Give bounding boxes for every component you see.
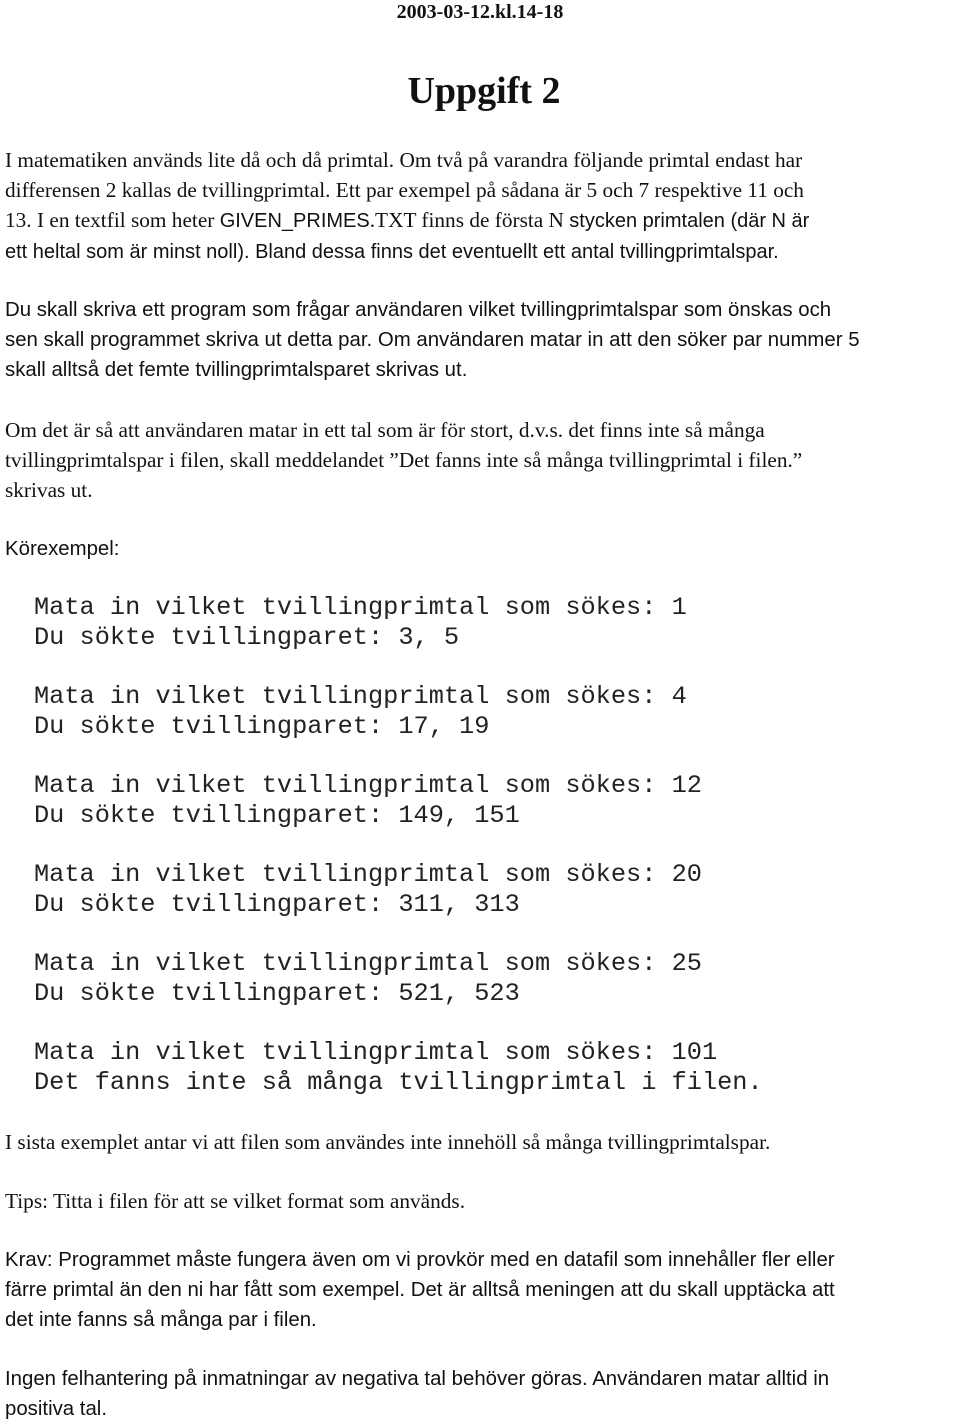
requirement-line-3: det inte fanns så många par i filen.: [5, 1309, 317, 1331]
example-prompt: Mata in vilket tvillingprimtal som sökes: 12: [34, 771, 702, 800]
intro-paragraph: [5, 145, 955, 267]
requirement-line-1: Krav: Programmet måste fungera även om vi provkör med en datafil som innehåller fler eller: [5, 1249, 835, 1271]
example-prompt: Mata in vilket tvillingprimtal som sökes: 4: [34, 682, 687, 711]
intro-line-1: I matematiken används lite då och då primtal. Om två på varandra följande primtal endast har: [5, 148, 803, 172]
example-result: Du sökte tvillingparet: 521, 523: [34, 978, 520, 1008]
error-rule-paragraph: [5, 415, 955, 505]
no-error-handling-line-2: positiva tal.: [5, 1398, 108, 1420]
error-rule-line-3: skrivas ut.: [5, 478, 93, 502]
run-example-2: [34, 682, 687, 741]
task-line-3: skall alltså det femte tvillingprimtalsparet skrivas ut.: [5, 359, 468, 381]
page-title: Uppgift 2: [407, 70, 561, 112]
task-paragraph: [5, 295, 955, 385]
intro-line-4: ett heltal som är minst noll). Bland dessa finns det eventuellt ett antal tvillingprimtalspar.: [5, 241, 779, 263]
example-result: Det fanns inte så många tvillingprimtal i filen.: [34, 1067, 763, 1097]
error-rule-line-1: Om det är så att användaren matar in ett tal som är för stort, d.v.s. det finns inte så många: [5, 418, 765, 442]
examples-heading: Körexempel:: [5, 538, 120, 560]
intro-line-3: 13. I en textfil som heter GIVEN_PRIMES.TXT finns de första N stycken primtalen (där N är: [5, 208, 810, 232]
example-result: Du sökte tvillingparet: 311, 313: [34, 889, 520, 919]
task-line-2: sen skall programmet skriva ut detta par. Om användaren matar in att den söker par nummer 5: [5, 329, 860, 351]
task-line-1: Du skall skriva ett program som frågar användaren vilket tvillingprimtalspar som önskas och: [5, 299, 832, 321]
run-example-5: [34, 949, 702, 1008]
example-prompt: Mata in vilket tvillingprimtal som sökes: 20: [34, 860, 702, 889]
example-result: Du sökte tvillingparet: 3, 5: [34, 622, 460, 652]
no-error-handling-line-1: Ingen felhantering på inmatningar av negativa tal behöver göras. Användaren matar alltid in: [5, 1368, 830, 1390]
run-example-6: [34, 1038, 763, 1097]
last-example-note: I sista exemplet antar vi att filen som användes inte innehöll så många tvillingprimtalspar.: [5, 1130, 771, 1154]
example-result: Du sökte tvillingparet: 17, 19: [34, 711, 490, 741]
error-rule-line-2: tvillingprimtalspar i filen, skall meddelandet ”Det fanns inte så många tvillingprimtal i filen.”: [5, 448, 803, 472]
example-prompt: Mata in vilket tvillingprimtal som sökes: 1: [34, 593, 687, 622]
document-date-header: 2003-03-12.kl.14-18: [396, 1, 564, 23]
filename-part: GIVEN_PRIMES: [219, 210, 370, 232]
run-example-4: [34, 860, 702, 919]
example-prompt: Mata in vilket tvillingprimtal som sökes: 101: [34, 1038, 718, 1067]
example-prompt: Mata in vilket tvillingprimtal som sökes: 25: [34, 949, 702, 978]
requirement-paragraph: [5, 1245, 955, 1335]
intro-line-2: differensen 2 kallas de tvillingprimtal. Ett par exempel på sådana är 5 och 7 respektive 11 och: [5, 178, 804, 202]
tips-paragraph: Tips: Titta i filen för att se vilket format som används.: [5, 1189, 466, 1213]
run-example-1: [34, 593, 687, 652]
requirement-line-2: färre primtal än den ni har fått som exempel. Det är alltså meningen att du skall upptäcka att: [5, 1279, 835, 1301]
no-error-handling-paragraph: [5, 1364, 955, 1424]
run-example-3: [34, 771, 702, 830]
example-result: Du sökte tvillingparet: 149, 151: [34, 800, 520, 830]
